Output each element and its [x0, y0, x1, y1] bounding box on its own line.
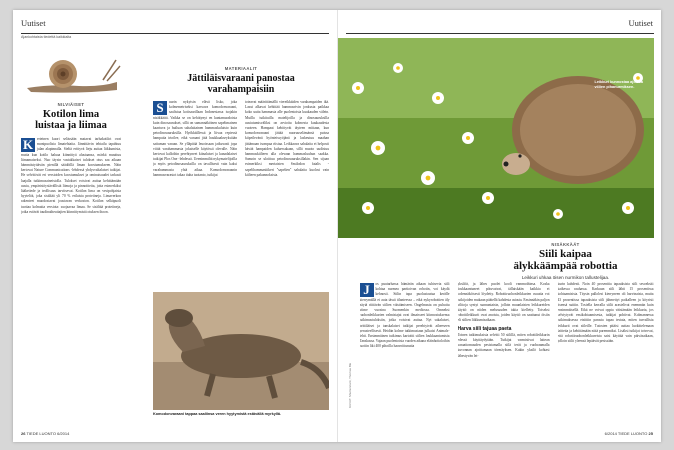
komodo-photo	[153, 292, 329, 410]
komodo-headline-line1: Jättiläisvaraani panostaa	[187, 73, 295, 84]
right-folio-text: 6/2014 TIEDE LUONTO	[604, 431, 648, 436]
snail-headline-line1: Kotilon lima	[42, 109, 100, 120]
komodo-col1	[153, 100, 237, 286]
hedgehog-col1-text: os puutarhassa hämärän aikaan tuhisevia siili kohtaa nurmea partioivan robotin, voi käydä kehnosti. Siilin tapa puolustautua kerälle kierrymällä ei auta tässä tilanteessa – eikä nykyrobottien äly näytä riittävän siilien väistämiseen. Ongelmasta on puhuttu viime vuosina Suomenkin mediossa. Omneksi ruohonleikkurien valmistajat ovat ilmaisseet kiinnostuksensa tutkimustuloksiin, jotka voisivat auttaa. Nyt sakalaiset, brittiläiset ja tanskalaiset tutkijat perehtyivät aiheeseen perusteellisesti. Heidän kolme tutkimustaan julkaisi Animals-lehti. Ensimmäinen tutkimus kartoitti siilien loukkaantumisia Tanskassa. Vajaan puolentoista vuoden aikana eläinhoitoloihin tuotiin liki 400 pihoilla haavoittunutta	[359, 282, 450, 349]
snail-photo	[21, 50, 121, 96]
hedgehog-col3: kurin kahdesti. Noin 40 prosenttia tapauksista siili sesoeksiti kaikessa rauhassa. Karkuun siili lähti 15 prosentissa kohtaamisista. Täysin pallolesi kierryneen oli harvinaista, mutta 43 prosentissa tapauksista siili jähmettyi paikalleen ja köyristi itsensä suttiin. Tosiella kerralla siilit arastelivat enemmän kuin ensimmäisellä. Eikä ne voivat oppia väistämään leikkuria, jos selviytyvät ensikohtaamisesta, tutkijat pohtivat. Kolmannessa tutkimuksessa etsittiin parasta tapaa testata, miten turvallisia leikkurit ovat siileille. Tutosten pitäisi auttaa luokittelemaan laitteita ja kehittämään niitä paremmiksi. Lisäksi tutkijat toivovat, että robottiruohonleikkureista saisi käyttää vain päiväsaikaan, jolloin siilit yleensä lepäävät pesissään.	[557, 282, 654, 344]
hedgehog-caption: Leikkuri kunnostaa ajoissa villien pihanurmiksen.	[594, 80, 644, 89]
snail-dropcap: K	[22, 137, 34, 152]
left-folio	[21, 431, 69, 436]
hedgehog-col2	[458, 282, 550, 422]
header-rule-right	[346, 33, 654, 34]
komodo-kicker: MATERIAALIT	[224, 66, 258, 71]
hedgehog-subhead: Harva siili tajuaa paeta	[457, 325, 512, 332]
section-title: Uutiset	[21, 18, 46, 28]
header-rule	[21, 33, 329, 34]
hedgehog-col1	[360, 282, 450, 422]
photo-credit: KUVAT: Shutterstock, Thomas Ble	[347, 362, 352, 408]
right-folio	[605, 431, 653, 436]
right-page	[338, 10, 662, 442]
hedgehog-headline-line1: Siili kaipaa	[539, 248, 592, 260]
komodo-headline-line2: varahampaisiin	[207, 84, 275, 95]
left-page	[13, 10, 338, 442]
right-page-number: 25	[648, 431, 653, 436]
magazine-spread	[13, 10, 661, 442]
snail-headline-line2: luistaa ja liimaa	[35, 120, 107, 131]
section-subtitle: Ajankohtaista tiedettä kaikkialta	[21, 35, 72, 39]
hedgehog-kicker: NISÄKKÄÄT	[551, 242, 580, 247]
hedgehog-col2-text: yksilöä, ja lähes puolet kooli vammoihinsa. Koska loukkaantuneet pöiuvatvat, tällaiskään kaikkia ei todennäköisesti löydetty. Robottiruohonleikkurien osuutta voi tutkijoiden mukaan päätellä kahdesta asiasta. Ensinnäkin paljon vilttoja syntyi sunnuntaisin, jolloin muunlaisten leikkureiden käyttö on niiden melusuuden takia kielletty. Toiseksi robottileikkurit ovat anoista, joiden käyttö on saattunut öisiin eli siilien liikkumisaikaan.	[457, 282, 550, 323]
hedgehog-photo	[338, 38, 654, 238]
left-folio-text: TIEDE LUONTO 6/2014	[26, 431, 70, 436]
snail-article-body	[21, 137, 121, 355]
komodo-caption: Komodonvaraani tappaa saaliinsa veren hyytymistä estävällä myrkyllä.	[153, 412, 282, 416]
hedgehog-dek: Leikkuri uhkaa öisen nurmikon tallustelijaa.	[521, 275, 610, 280]
komodo-col2: toteavat määrittämällä viereikkäiden varahampaiden ikä. Lasut alkavat kehittää hammasrivin jonkusta paikkaa koko uutta hammasta alle puolentoista kuukauden välein. Muilla tutkituilla matelijoilla ja dinosauruksilla uusiutumisväliksi on arvioitu kolmesta kuukaudesta vuoteen. Hampaat kehittyvät täyteen mittaan, kun komodonvaraani jättää nuoruuselämänsä puissa kiipeilevänä hyönteissyöjänä ja laskeutuu maahan jättämaan isompaa riistaa. Leikkaava sahalaita ei helposti hävää hampaiden kuluessakaan, sillä muoto uudistuu hammaskiilteen alla olevaan hammasluuhun saakka. Samoin se uloittuu petodinosauruksillakin. Sen sijaan esimerkiksi meriaisten Smilodon fatalis -sapelihammastiikeri "sapelien" sahalaita kuolosi vain kiilteen pakunnoksista.	[245, 100, 329, 177]
komodo-col1-text: uurin nykyisin elävä lisko, joka kolmemetriseksi kasvava komodonvaraani, saalistaa kotisaarillaan Indonesiassa isojakin nisäkkäitä. Vaikka se on kehittynyt en kantamuodoista kuin dinosaurukset, sillä on samannäköinen sapelimainen kaartuva ja huiluan sahalaitainen hammaskuluisto kuin petodinosauruksilla. Hyökkäillessä ja liivaa repiessä hampaita irtoilee, eikä varaani jätä haukkaakseyksiään sattuman varaan. Se ylläpitää leuoissaan jatkuvasti jopa viittä varahammasta jokaiselle käytössä olevalle. Näin kertovat kalloihin perehtyneet kiinalaiset ja kanadalaiset tutkijat Plos One -lehdessä. Ueenimmiltä nykymatelijoilla ja myös petodinosauruksilla on tavallisesti vain kaksi varahammasta yhtä aikaa. Komodonvaraanin hammasvarastot takaa tiuha tuotanto, tutkijat	[153, 100, 237, 177]
section-title-right: Uutiset	[628, 18, 653, 28]
left-page-number: 26	[21, 431, 26, 436]
hedgehog-headline-line2: älykkäämpää robottia	[513, 260, 618, 272]
hedgehog-col2b-text: Toinen tutkimuksista selvitti 50 siilillä, miten robottileikkurin edessä käyttäydytään. Tutkijat varmistivat lattean varaattomuuden pesistamalla siilä terät ja vuohraamalla kuvonnan ajoittamaan törmäyksen. Kukin yksilö kohtasi lähestyvän lei-	[457, 332, 550, 358]
snail-body-text: erteinen kuori selässään matavat tarhakotilot ovat monipuolisia limatehtaita. Jännittävin tehtailu tapahtuu jalan alapinnalla. Sieltä erittyvä lieju auttaa liikkumista, mutta kun kotilo haluaa kiinnittyä alustaansa, märkä muuttuu liimamaiseksi. Nuo täysin vastakkaiset tulokset otus saa aikaan hämmästyttävän pienillä säädöillä liman koostumukseen. Näin kertovat Nature Communications -lehdessä yhdysvaltalaiset tutkijat. He selvittivät eri versioiden koostumukset ja ominaisuudet tarkasti laajalla tutkimusaineistolla. Tulokset voisivat auttaa kehittämään uusia, ympäristöystävällisiä liimoja ja pinnoitteita, joita esimerkiksi lääketiede ja teollisuus tarvitsevat. Kotilon lima on vesipohjaista hyytelöä, joka sisältää yli 70 % erilaisia proteiineja. Limaverkon rakenteet muodostavat joustavan verkoston. Kotilon selkäpuoli tuottaa kolmatta versiota: suojaavaa limaa. Se sisältää proteiineja, jotka estävät taudinaiheuttajien kiinnittymistä otuksen ihoon.	[21, 137, 121, 214]
komodo-dropcap: S	[153, 101, 167, 115]
snail-kicker: NILVIÄISET	[57, 102, 85, 107]
hedgehog-dropcap: J	[360, 283, 374, 297]
